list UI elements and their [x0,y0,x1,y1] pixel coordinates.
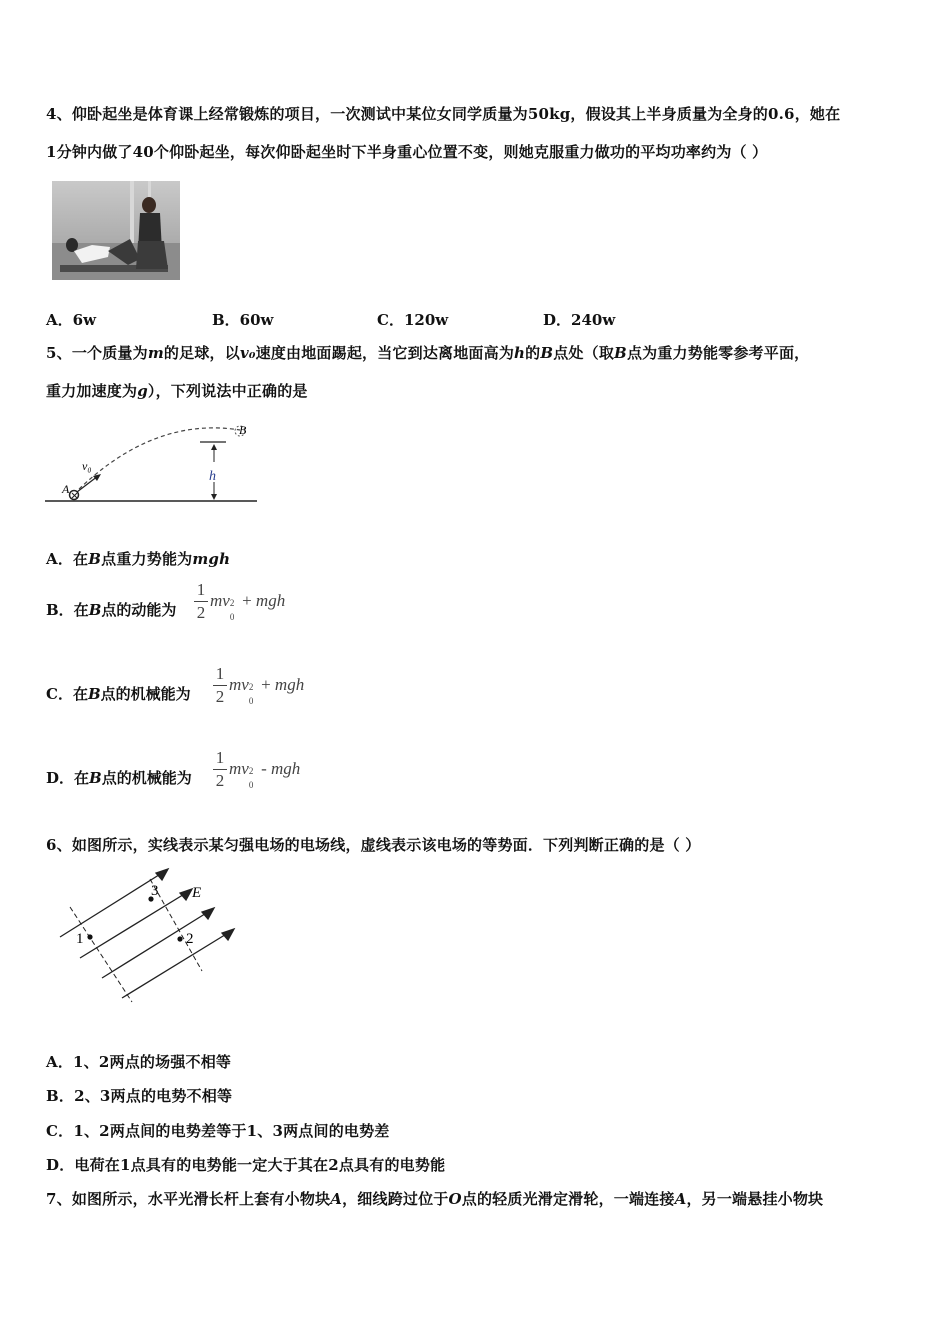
q4-option-b[interactable]: B．60w [212,311,274,329]
fraction-one-half: 1 2 [213,749,227,790]
mechanical-expression: mv 2 0 - mgh [229,759,301,790]
q7-stem-line1: 7、如图所示，水平光滑长杆上套有小物块A，细线跨过位于O点的轻质光滑定滑轮，一端连接A，另一端悬挂小物块 [46,1190,824,1208]
field-lines [60,869,234,998]
q6-option-c[interactable]: C．1、2两点间的电势差等于1、3两点间的电势差 [46,1122,390,1140]
q6-stem: 6、如图所示，实线表示某匀强电场的电场线，虚线表示该电场的等势面．下列判断正确的是（ ） [46,836,701,854]
label-h: h [209,469,216,484]
label-e: E [192,885,202,901]
q4-option-d[interactable]: D．240w [543,311,616,329]
point-2 [177,936,182,941]
q4-stem-line2: 1分钟内做了40个仰卧起坐，每次仰卧起坐时下半身重心位置不变，则她克服重力做功的平均功率约为（ ） [46,143,768,161]
q6-option-d[interactable]: D．电荷在1点具有的电势能一定大于其在2点具有的电势能 [46,1156,446,1174]
fraction-one-half: 1 2 [194,581,208,622]
situp-photo [52,181,180,280]
velocity-arrow [77,476,98,492]
q6-option-a[interactable]: A．1、2两点的场强不相等 [46,1053,232,1071]
q5-stem-line2: 重力加速度为g），下列说法中正确的是 [46,382,308,400]
q5-option-c[interactable]: C．在B点的机械能为 1 2 mv 2 0 + mgh [46,664,305,706]
equipotential-lines [70,879,202,1002]
label-2: 2 [186,931,194,947]
point-1 [87,934,92,939]
fraction-one-half: 1 2 [213,665,227,706]
label-1: 1 [76,931,84,947]
q6-option-b[interactable]: B．2、3两点的电势不相等 [46,1087,233,1105]
mechanical-expression: mv 2 0 + mgh [229,675,305,706]
q4-stem-line1: 4、仰卧起坐是体育课上经常锻炼的项目，一次测试中某位女同学质量为50kg，假设其上半身质量为全身的0.6，她在 [46,105,841,123]
q5-option-a[interactable]: A．在B点重力势能为mgh [46,550,231,568]
trajectory-curve [74,428,240,494]
q6-field-figure [52,865,242,1010]
q4-option-c[interactable]: C．120w [377,311,449,329]
q5-stem-line1: 5、一个质量为m的足球，以v₀速度由地面踢起，当它到达离地面高为h的B点处（取B点为重力势能零参考平面， [46,344,810,362]
kinetic-expression: mv 2 0 + mgh [210,591,286,622]
label-v0: v₀ [82,459,92,473]
q5-option-d[interactable]: D．在B点的机械能为 1 2 mv 2 0 - mgh [46,748,301,790]
label-b: B [239,423,247,437]
q4-option-a[interactable]: A．6w [46,311,96,329]
label-3: 3 [151,883,159,899]
label-a: A [62,482,70,496]
q5-option-b[interactable]: B．在B点的动能为 1 2 mv 2 0 + mgh [46,580,286,622]
q5-trajectory-figure [42,418,262,508]
